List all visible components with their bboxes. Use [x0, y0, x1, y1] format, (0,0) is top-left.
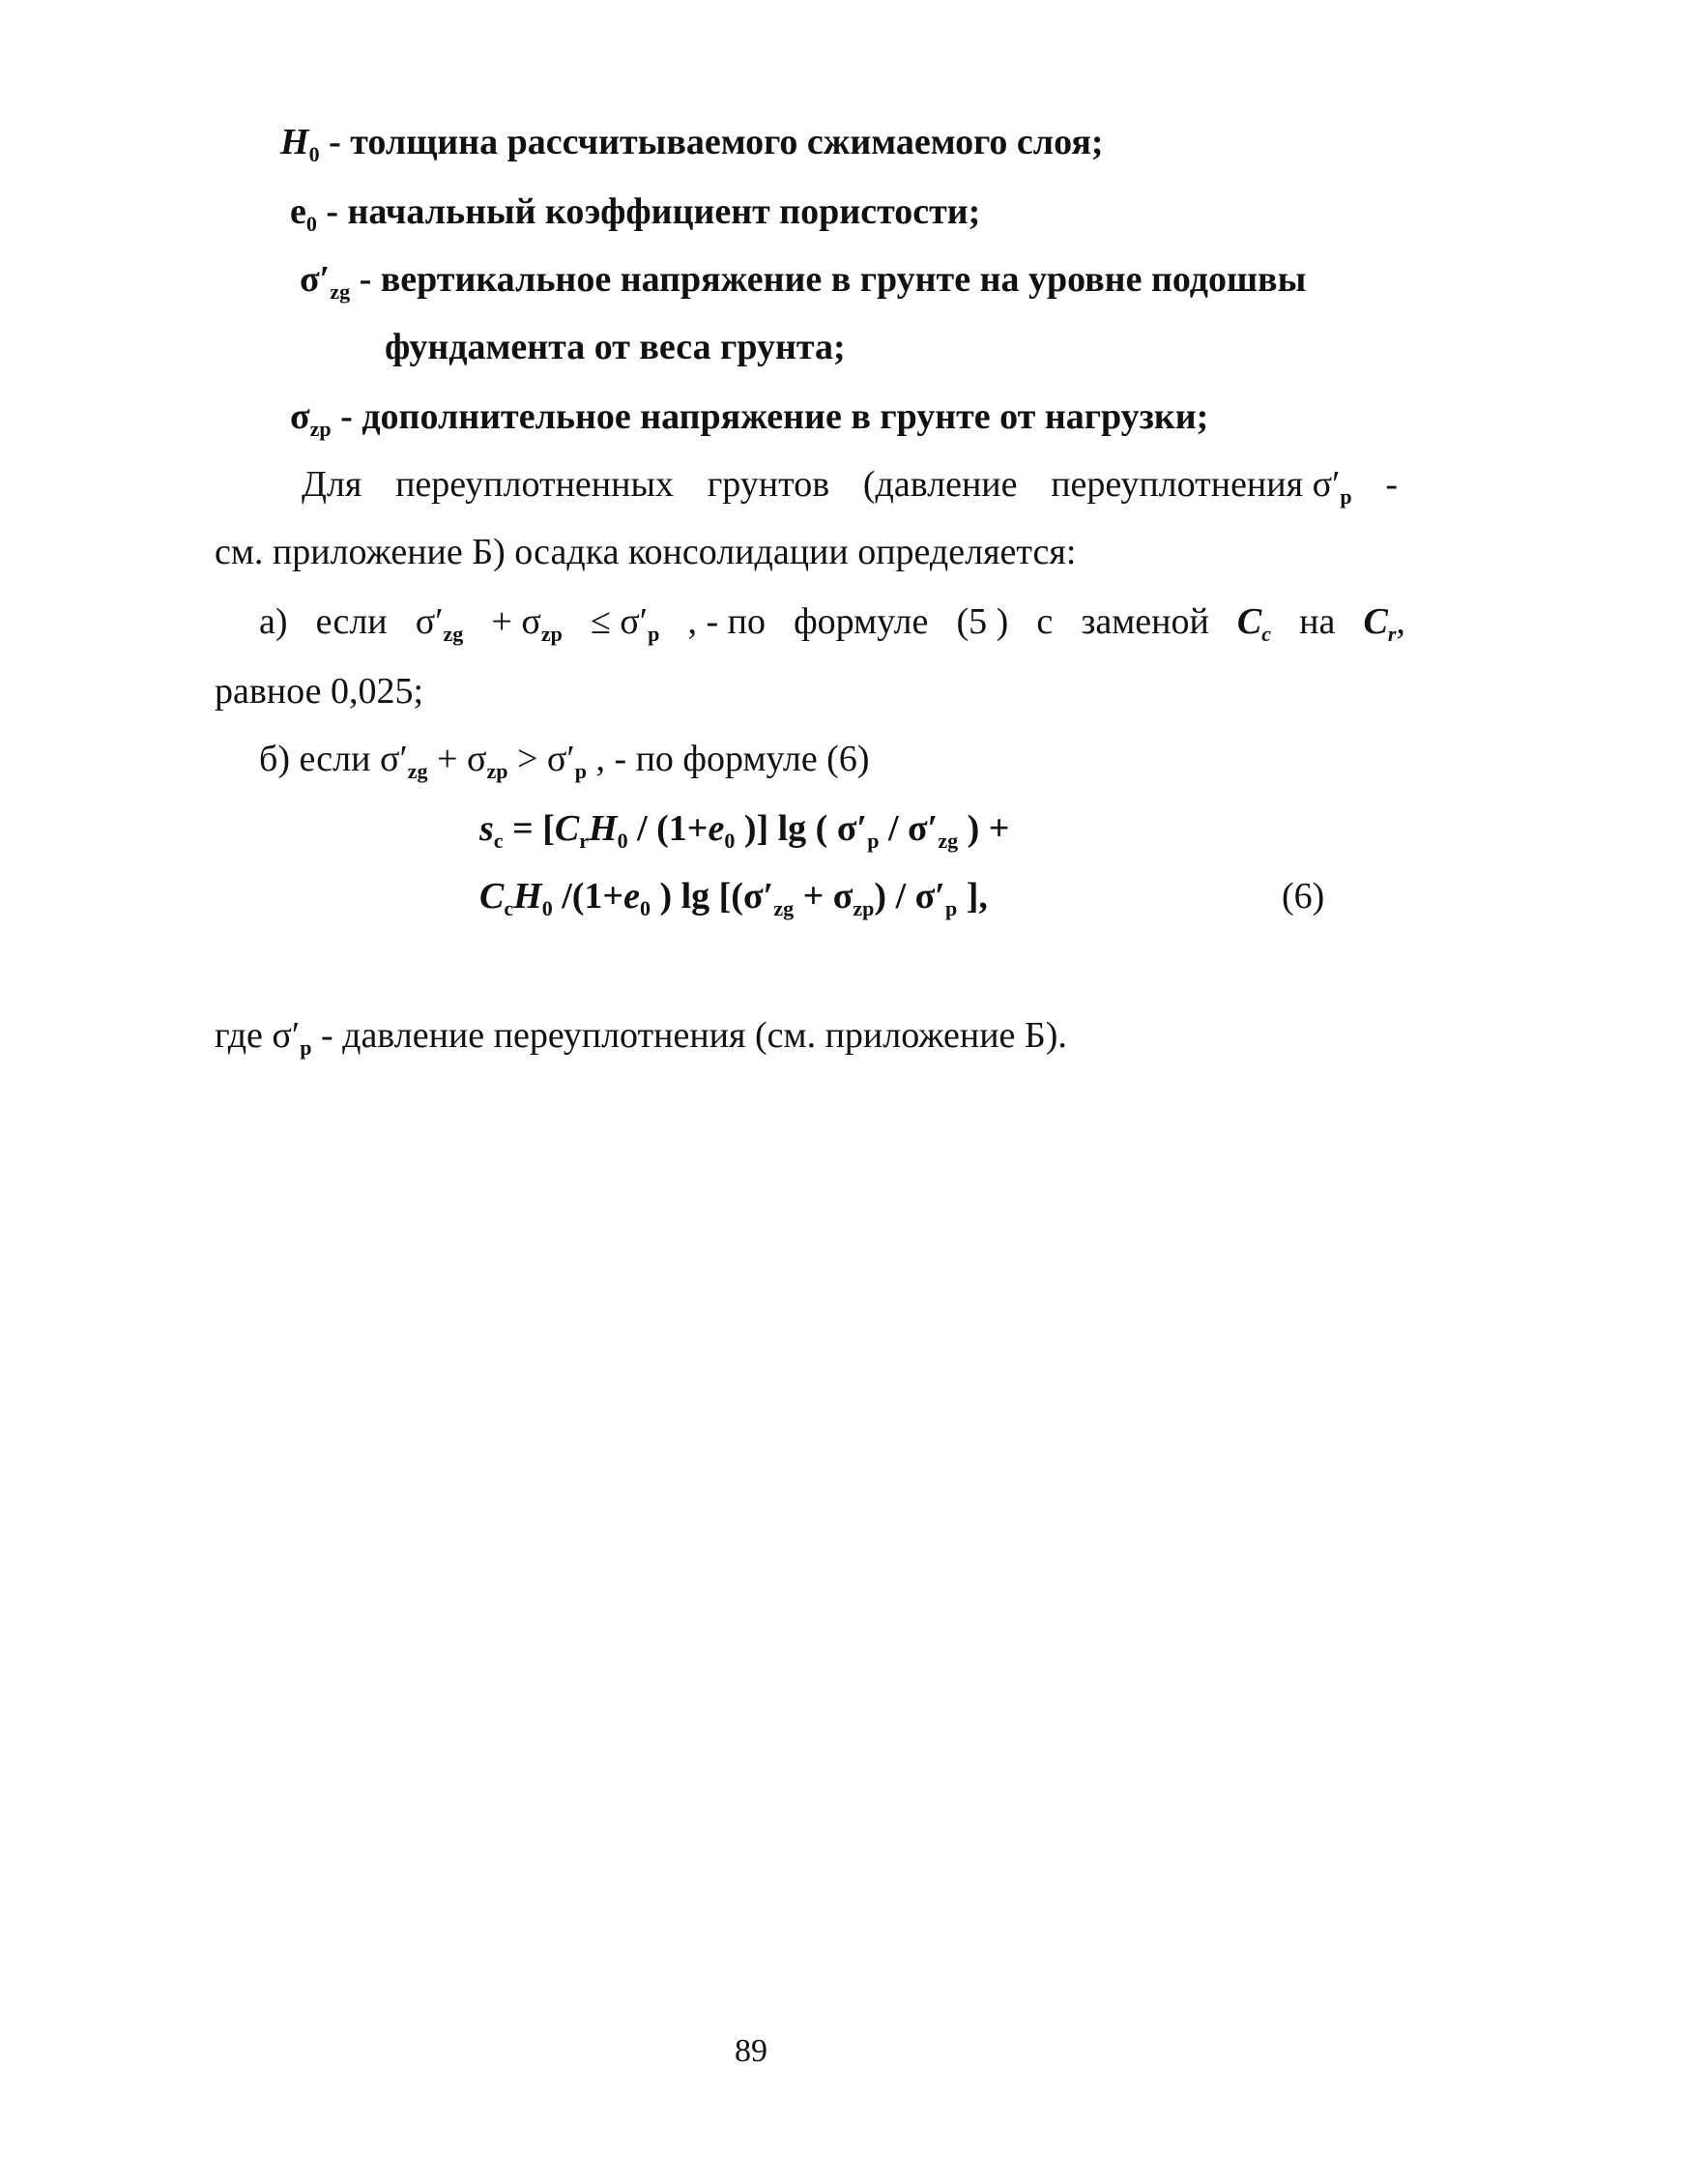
symbol-e: e — [290, 191, 306, 232]
definition-text: - дополнительное напряжение в грунте от нагрузки; — [331, 396, 1209, 437]
equation-number: (6) — [1282, 876, 1325, 917]
definition-sigma-zg — [300, 257, 1306, 302]
case-a-line2 — [215, 669, 423, 713]
formula-number — [1282, 874, 1324, 918]
case-b-suffix: , - по формуле (6) — [586, 739, 870, 779]
formula-fragment: /(1+ — [552, 876, 624, 917]
symbol-sub: zg — [938, 829, 959, 853]
where-prefix: где σ′ — [215, 1015, 301, 1056]
definition-text: - начальный коэффициент пористости; — [316, 191, 981, 232]
symbol-sub: p — [574, 759, 587, 783]
symbol-h: H — [589, 808, 618, 849]
word: заменой — [1081, 601, 1209, 642]
symbol-c: C — [1236, 601, 1262, 642]
formula-fragment: / σ′ — [879, 808, 939, 849]
symbol-sub: zg — [407, 759, 428, 783]
case-b-line — [259, 737, 870, 781]
formula-line1 — [479, 806, 1009, 851]
word: грунтов — [707, 464, 830, 505]
symbol-sub: p — [300, 1035, 312, 1060]
formula-fragment: ) / σ′ — [874, 876, 945, 917]
definition-h0 — [280, 120, 1104, 164]
symbol-sub: r — [1387, 622, 1397, 646]
definition-text: - толщина рассчитываемого сжимаемого слоя; — [319, 122, 1104, 162]
formula-fragment: + σ — [794, 876, 854, 917]
formula-line2 — [479, 874, 988, 918]
formula-fragment: ) lg [(σ′ — [650, 876, 774, 917]
word: (5 ) — [956, 601, 1009, 642]
where-line — [215, 1013, 1067, 1058]
formula-fragment: ], — [957, 876, 988, 917]
symbol-h: H — [280, 122, 309, 162]
case-marker: а) — [259, 601, 288, 642]
definition-text: - вертикальное напряжение в грунте на уровне подошвы — [350, 259, 1307, 300]
symbol-sub: zp — [540, 622, 563, 646]
symbol-sub: 0 — [724, 829, 736, 853]
symbol-s: s — [479, 808, 494, 849]
definition-sigma-zp — [290, 394, 1208, 439]
symbol-sub: zp — [486, 759, 508, 783]
sigma-zp — [491, 599, 562, 644]
case-a-continuation: равное 0,025; — [215, 671, 424, 712]
sigma-zg — [416, 599, 464, 644]
word: - — [1385, 464, 1398, 505]
case-b-prefix: б) если σ′ — [259, 739, 408, 779]
symbol-sub: 0 — [308, 142, 320, 166]
symbol-sub: p — [867, 829, 880, 853]
word: , - по — [687, 601, 766, 642]
word: (давление — [862, 464, 1018, 505]
definition-text: фундамента от веса грунта; — [385, 327, 846, 367]
definition-continuation — [385, 325, 846, 369]
symbol-sub: c — [493, 829, 504, 853]
symbol-sub: 0 — [617, 829, 628, 853]
symbol-h: H — [513, 876, 542, 917]
definition-e0 — [290, 189, 980, 234]
symbol-sub: 0 — [305, 212, 317, 236]
symbol-e: e — [623, 876, 640, 917]
symbol-sub: p — [1340, 484, 1352, 509]
page-number: 89 — [735, 2033, 767, 2069]
word: переуплотнения σ′ — [1051, 464, 1341, 505]
symbol-sub: p — [648, 622, 660, 646]
symbol-sub: zg — [773, 896, 795, 920]
symbol-sub: 0 — [639, 896, 651, 920]
equals-bracket: = [ — [503, 808, 555, 849]
where-text: - давление переуплотнения (см. приложение Б). — [311, 1015, 1067, 1056]
symbol-e: e — [708, 808, 725, 849]
symbol-c: C — [479, 876, 505, 917]
paragraph-overconsolidated-line2 — [215, 530, 1076, 574]
formula-fragment: / (1+ — [627, 808, 709, 849]
word: с — [1036, 601, 1054, 642]
paragraph-text: см. приложение Б) осадка консолидации определяется: — [215, 532, 1077, 572]
symbol-c: C — [554, 808, 580, 849]
symbol-cc — [1237, 599, 1271, 644]
symbol-sub: r — [579, 829, 589, 853]
plus-sigma: + σ — [427, 739, 487, 779]
paragraph-overconsolidated-line1 — [302, 462, 1398, 507]
symbol-sub: p — [945, 896, 958, 920]
symbol-sigma: + σ — [491, 601, 541, 642]
formula-fragment: ) + — [958, 808, 1010, 849]
symbol-sigma: ≤ σ′ — [590, 601, 649, 642]
formula-fragment: )] lg ( σ′ — [735, 808, 868, 849]
symbol-sub: zg — [330, 279, 351, 304]
symbol-sub: 0 — [541, 896, 553, 920]
symbol-sub: zp — [853, 896, 875, 920]
word: формуле — [794, 601, 929, 642]
word: Для — [302, 464, 362, 505]
sigma-p — [591, 599, 659, 644]
symbol-sigma: σ′ — [415, 601, 444, 642]
symbol-c: C — [1363, 601, 1388, 642]
case-a-line1 — [259, 599, 1405, 644]
symbol-sigma: σ — [290, 396, 310, 437]
word: если — [315, 601, 388, 642]
greater-sigma: > σ′ — [507, 739, 575, 779]
symbol-sigma: σ′ — [300, 259, 331, 300]
symbol-sub: c — [1261, 622, 1272, 646]
word: на — [1299, 601, 1336, 642]
symbol-sub: zg — [443, 622, 464, 646]
comma: , — [1396, 601, 1405, 642]
word: переуплотненных — [395, 464, 674, 505]
symbol-sub: zp — [309, 417, 332, 441]
symbol-cr-with-comma — [1363, 599, 1404, 644]
symbol-sub: c — [504, 896, 514, 920]
word-with-symbol — [1051, 462, 1351, 507]
